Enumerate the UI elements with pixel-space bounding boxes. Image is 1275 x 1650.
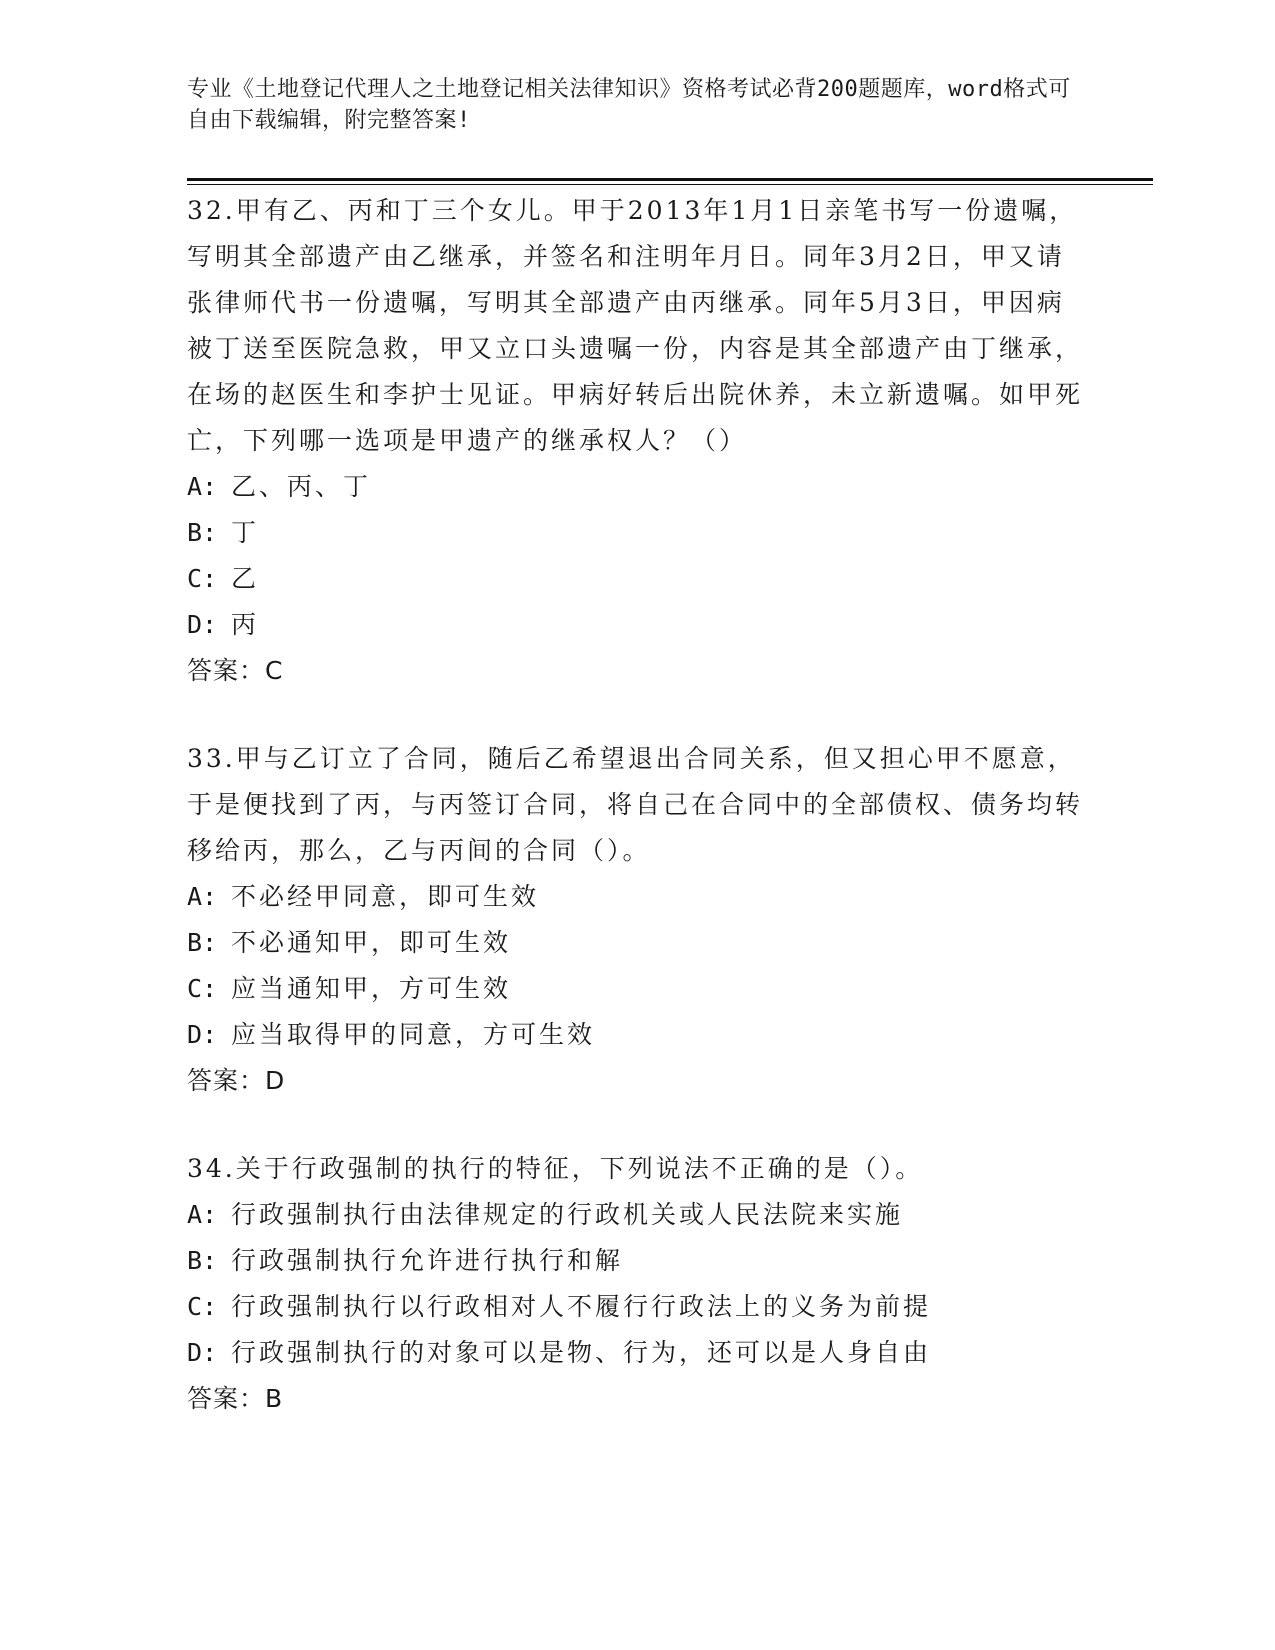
option-text: 不必通知甲，即可生效	[231, 928, 512, 957]
document-header: 专业《土地登记代理人之土地登记相关法律知识》资格考试必背200题题库，word格式可自由下载编辑，附完整答案!	[187, 77, 1071, 133]
option-c	[187, 1284, 1087, 1330]
option-letter: B:	[187, 1246, 218, 1275]
option-text: 行政强制执行允许进行执行和解	[231, 1246, 624, 1275]
option-letter: D:	[187, 1020, 218, 1049]
option-text: 应当取得甲的同意，方可生效	[231, 1020, 596, 1049]
option-a	[187, 1192, 1087, 1238]
question-33	[187, 736, 1087, 1104]
option-text: 行政强制执行的对象可以是物、行为，还可以是人身自由	[231, 1338, 932, 1367]
option-letter: C:	[187, 974, 218, 1003]
option-letter: B:	[187, 518, 218, 547]
answer-label: 答案：B	[187, 1384, 284, 1413]
option-text: 丁	[231, 518, 260, 547]
option-letter: A:	[187, 472, 218, 501]
option-text: 行政强制执行以行政相对人不履行行政法上的义务为前提	[231, 1292, 932, 1321]
option-b	[187, 920, 1087, 966]
option-a	[187, 874, 1087, 920]
header-divider-thin	[187, 184, 1153, 185]
question-spacer	[187, 694, 1087, 736]
option-text: 不必经甲同意，即可生效	[231, 882, 540, 911]
question-spacer	[187, 1104, 1087, 1146]
option-d	[187, 1012, 1087, 1058]
option-letter: D:	[187, 1338, 218, 1367]
option-c	[187, 556, 1087, 602]
option-text: 行政强制执行由法律规定的行政机关或人民法院来实施	[231, 1200, 904, 1229]
option-letter: C:	[187, 564, 218, 593]
question-32	[187, 188, 1087, 694]
option-letter: A:	[187, 1200, 218, 1229]
header-divider-thick	[187, 178, 1153, 181]
option-text: 乙、丙、丁	[231, 472, 372, 501]
option-b	[187, 510, 1087, 556]
option-letter: B:	[187, 928, 218, 957]
option-letter: A:	[187, 882, 218, 911]
answer-label: 答案：D	[187, 1066, 286, 1095]
question-stem: 32.甲有乙、丙和丁三个女儿。甲于2013年1月1日亲笔书写一份遗嘱，写明其全部遗产由乙继承，并签名和注明年月日。同年3月2日，甲又请张律师代书一份遗嘱，写明其全部遗产由丙继承。同年5月3日，甲因病被丁送至医院急救，甲又立口头遗嘱一份，内容是其全部遗产由丁继承，在场的赵医生和李护士见证。甲病好转后出院休养，未立新遗嘱。如甲死亡，下列哪一选项是甲遗产的继承权人？（）	[187, 196, 1084, 455]
option-c	[187, 966, 1087, 1012]
option-text: 丙	[231, 610, 260, 639]
option-letter: C:	[187, 1292, 218, 1321]
question-stem: 33.甲与乙订立了合同，随后乙希望退出合同关系，但又担心甲不愿意，于是便找到了丙，与丙签订合同，将自己在合同中的全部债权、债务均转移给丙，那么，乙与丙间的合同（）。	[187, 744, 1084, 865]
option-text: 乙	[231, 564, 260, 593]
question-stem: 34.关于行政强制的执行的特征，下列说法不正确的是（）。	[187, 1154, 924, 1183]
option-b	[187, 1238, 1087, 1284]
question-34	[187, 1146, 1087, 1422]
option-a	[187, 464, 1087, 510]
option-text: 应当通知甲，方可生效	[231, 974, 512, 1003]
option-d	[187, 1330, 1087, 1376]
question-list	[187, 188, 1087, 1422]
option-letter: D:	[187, 610, 218, 639]
answer-label: 答案：C	[187, 656, 284, 685]
option-d	[187, 602, 1087, 648]
